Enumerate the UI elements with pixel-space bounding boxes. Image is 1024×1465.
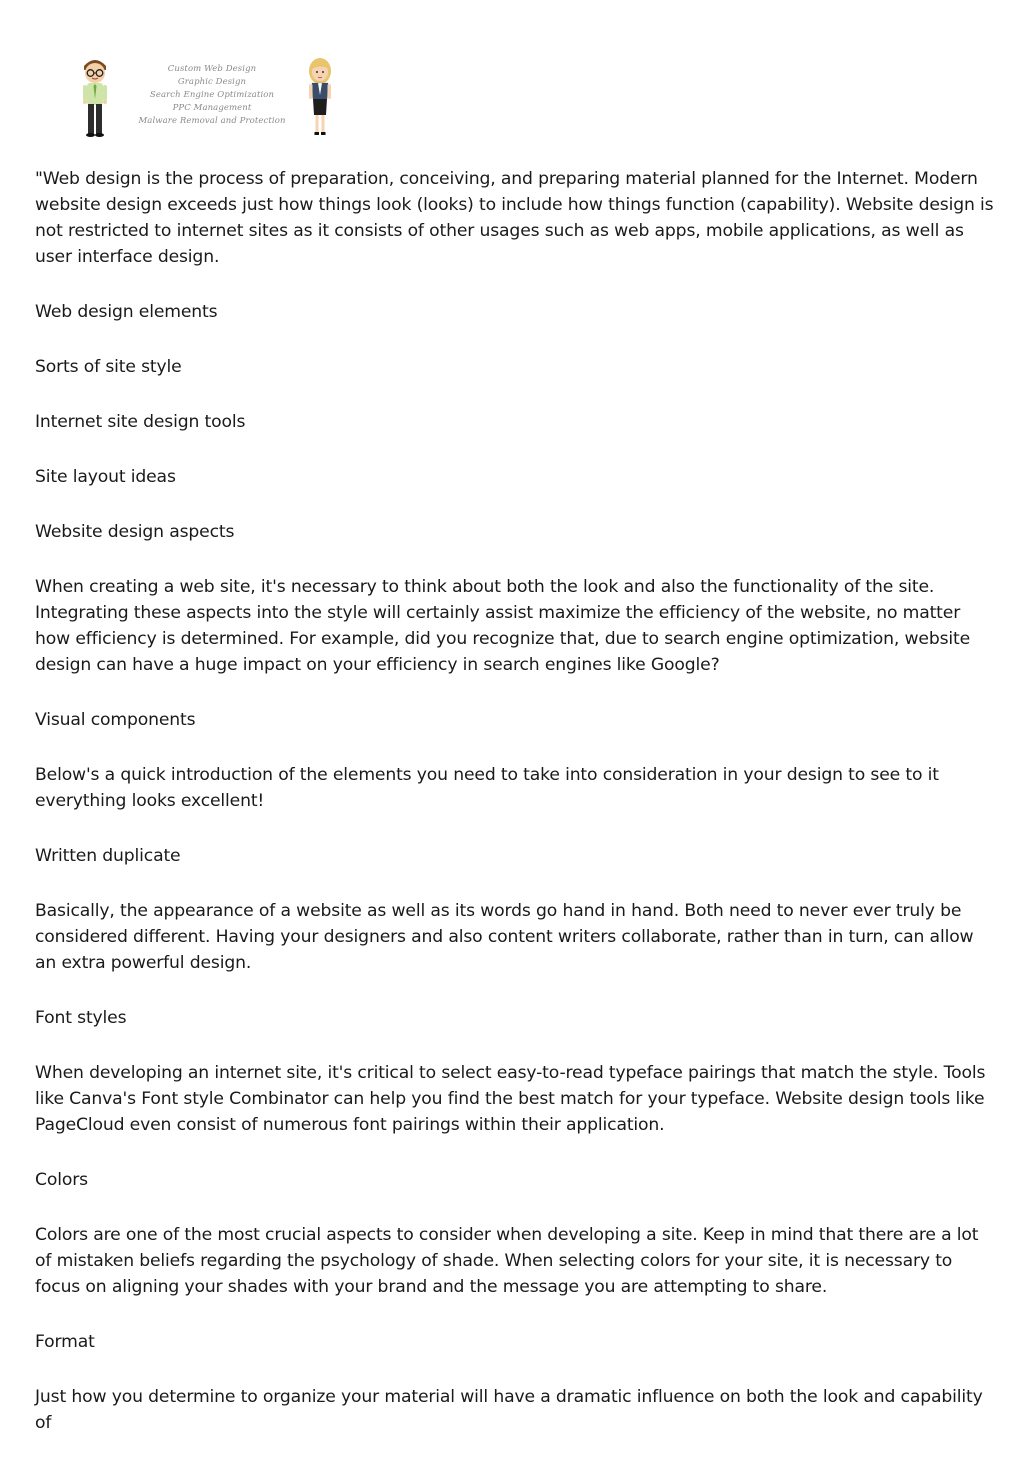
service-item: Search Engine Optimization bbox=[149, 90, 275, 100]
body-paragraph: When developing an internet site, it's critical to select easy-to-read typeface pairings that match the style. Tools like Canva's Font style Combinator can help you find the best match for your typeface. Website design tools like PageCloud even consist of numerous font pairings within their application. bbox=[35, 1063, 986, 1135]
section-heading: Website design aspects bbox=[35, 522, 235, 542]
service-item: Malware Removal and Protection bbox=[138, 116, 286, 126]
section-heading: Web design elements bbox=[35, 302, 218, 322]
article-body bbox=[35, 166, 995, 1465]
section-heading: Colors bbox=[35, 1170, 88, 1190]
body-paragraph: When creating a web site, it's necessary to think about both the look and also the functionality of the site. Integrating these aspects into the style will certainly assist maximize the efficiency of the website, no matter how efficiency is determined. For example, did you recognize that, due to search engine optimization, website design can have a huge impact on your efficiency in search engines like Google? bbox=[35, 577, 971, 675]
body-paragraph: Below's a quick introduction of the elements you need to take into consideration in your design to see to it everything looks excellent! bbox=[35, 765, 939, 811]
cartoon-woman-illustration bbox=[300, 55, 340, 140]
services-list bbox=[137, 63, 287, 128]
section-heading: Visual components bbox=[35, 710, 196, 730]
service-item: Custom Web Design bbox=[167, 64, 257, 74]
section-heading: Format bbox=[35, 1332, 95, 1352]
section-heading: Font styles bbox=[35, 1008, 127, 1028]
cartoon-man-illustration bbox=[75, 55, 115, 140]
body-paragraph: Basically, the appearance of a website as well as its words go hand in hand. Both need to never ever truly be considered different. Having your designers and also content writers collaborate, rather than in turn, can allow an extra powerful design. bbox=[35, 901, 974, 973]
service-item: Graphic Design bbox=[177, 77, 247, 87]
section-heading: Site layout ideas bbox=[35, 467, 176, 487]
service-item: PPC Management bbox=[172, 103, 252, 113]
intro-paragraph: "Web design is the process of preparation, conceiving, and preparing material planned for the Internet. Modern website design exceeds just how things look (looks) to include how things function (capability). Website design is not restricted to internet sites as it consists of other usages such as web apps, mobile applications, as well as user interface design. bbox=[35, 169, 994, 267]
section-heading: Internet site design tools bbox=[35, 412, 246, 432]
body-paragraph: Just how you determine to organize your material will have a dramatic influence on both the look and capability of bbox=[35, 1387, 983, 1433]
section-heading: Sorts of site style bbox=[35, 357, 182, 377]
header-banner bbox=[75, 55, 350, 140]
body-paragraph: Colors are one of the most crucial aspects to consider when developing a site. Keep in mind that there are a lot of mistaken beliefs regarding the psychology of shade. When selecting colors for your site, it is necessary to focus on aligning your shades with your brand and the message you are attempting to share. bbox=[35, 1225, 979, 1297]
section-heading: Written duplicate bbox=[35, 846, 181, 866]
